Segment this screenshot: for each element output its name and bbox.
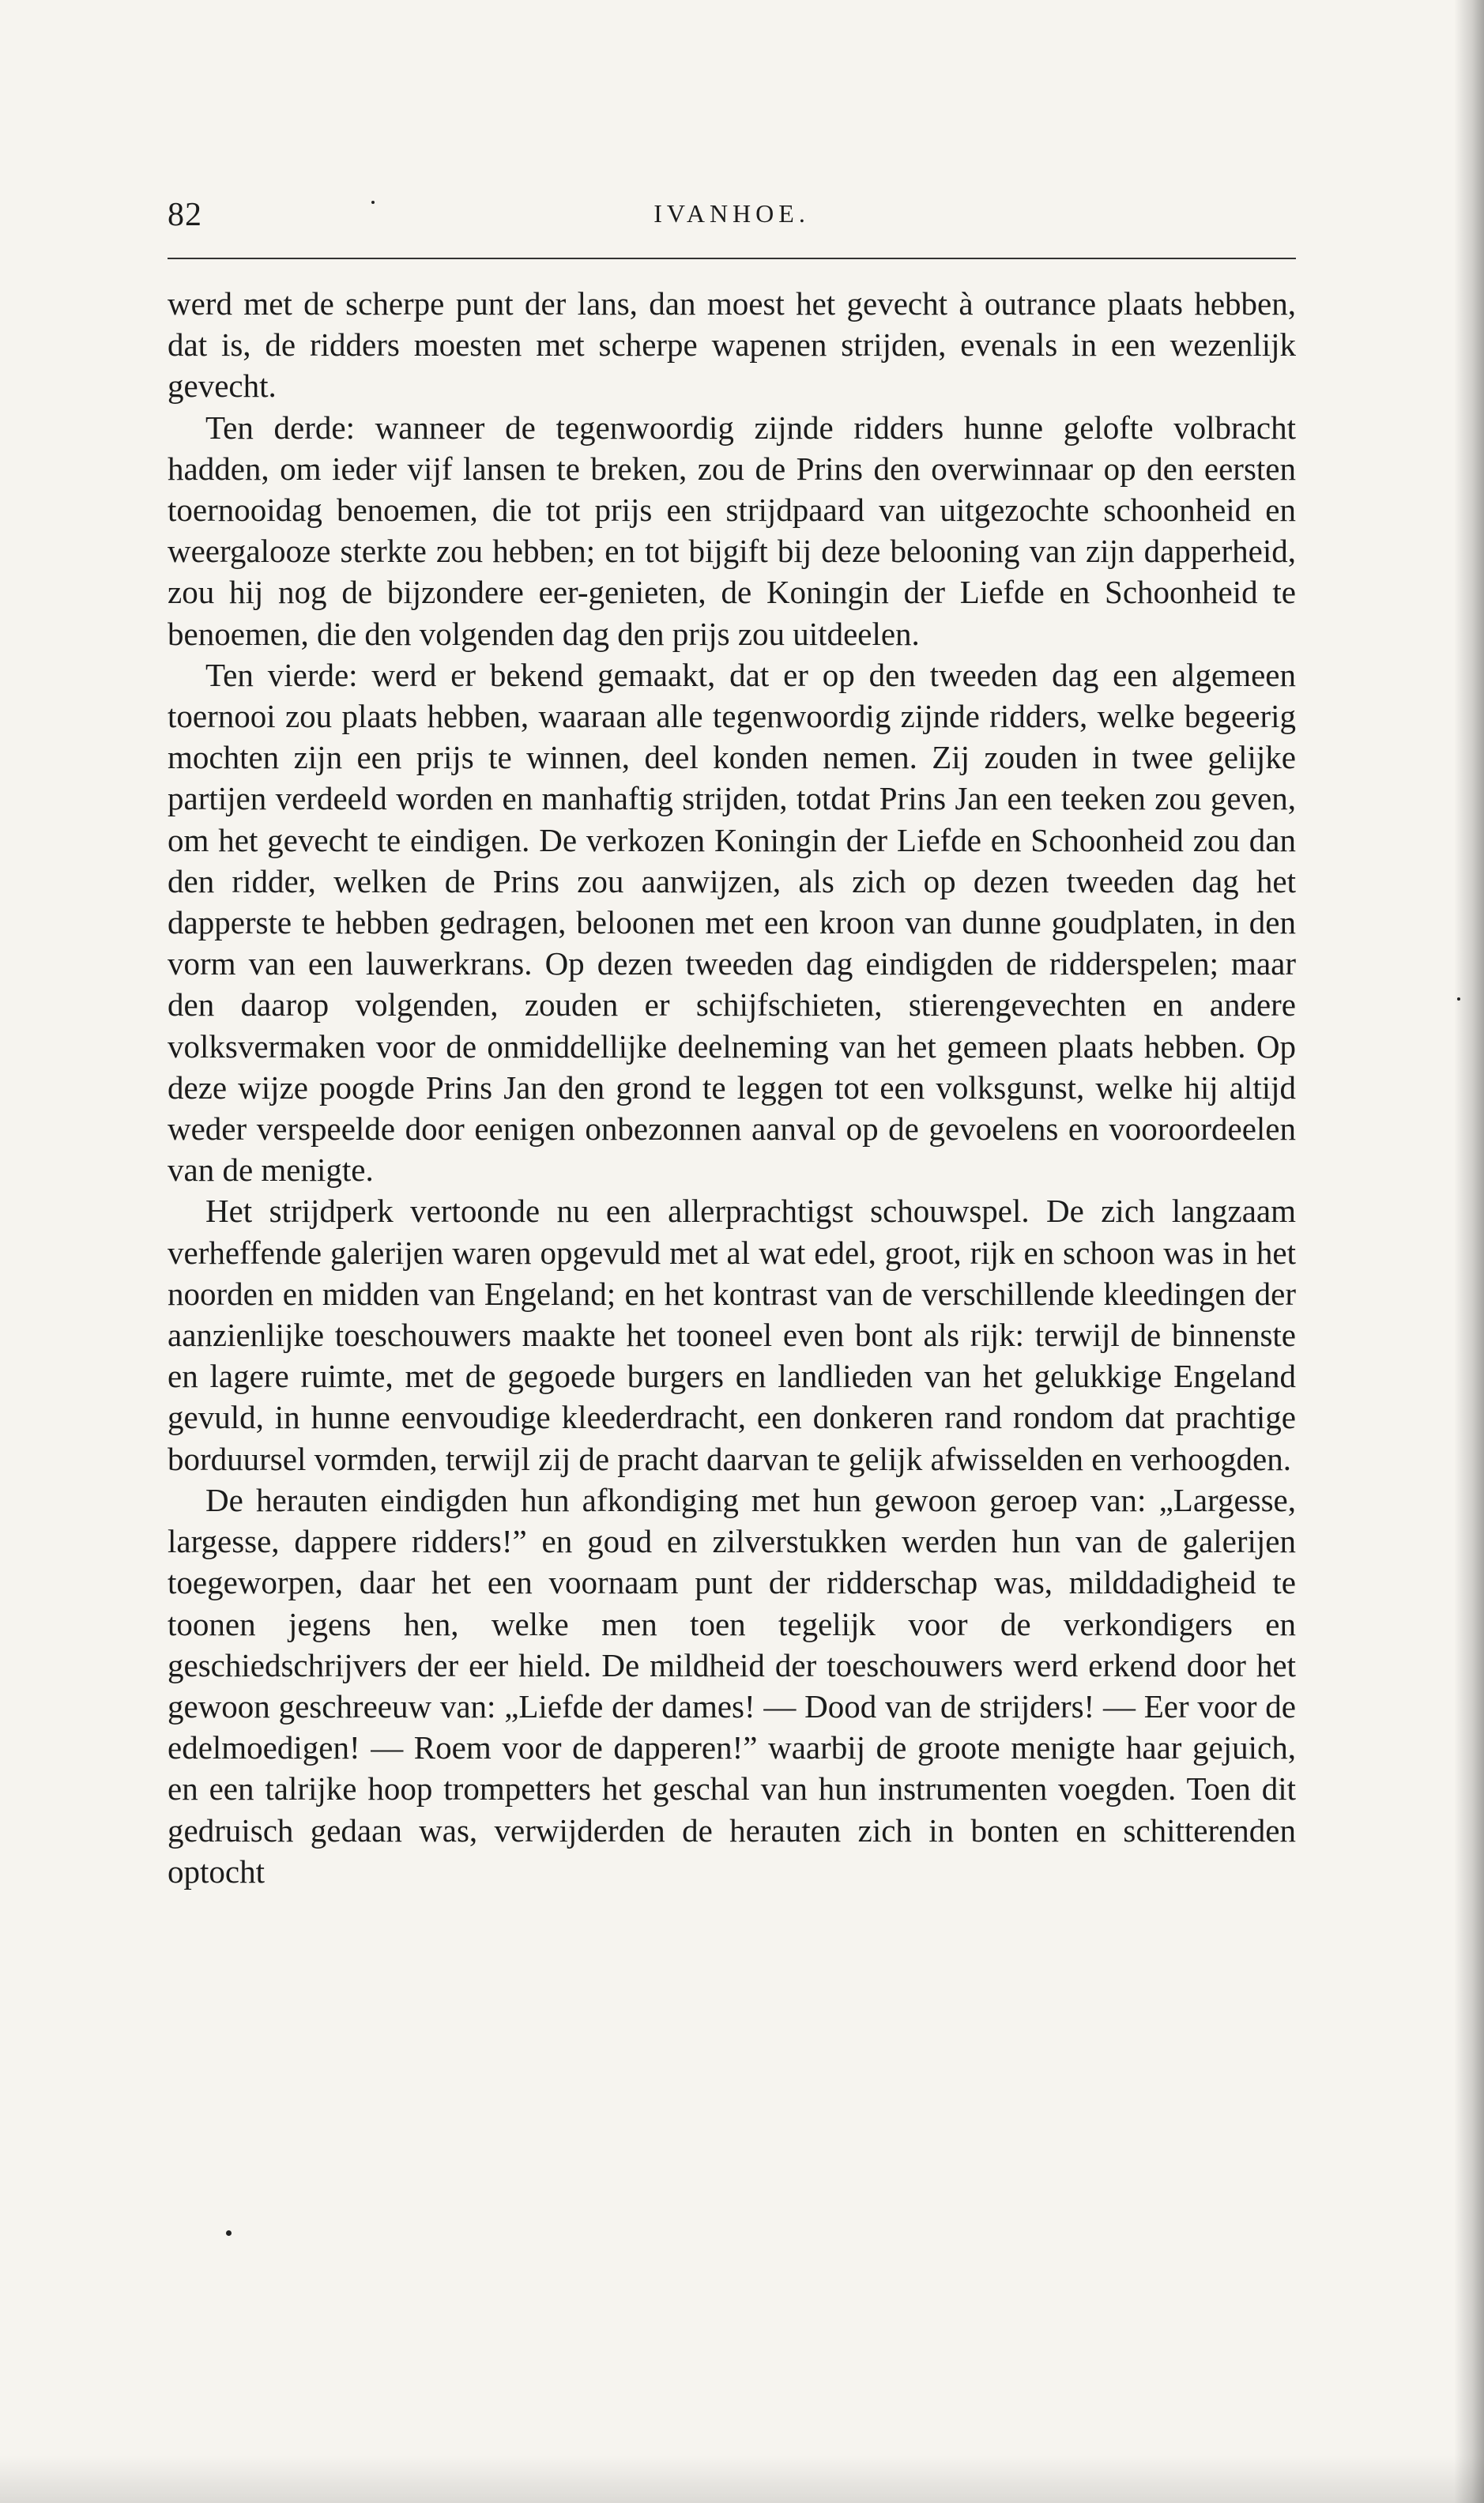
paragraph-1: werd met de scherpe punt der lans, dan moest het gevecht à outrance plaats hebben, dat is, de ridders moesten met scherpe wapenen strijden, evenals in een wezenlijk gevecht. [168, 285, 1296, 405]
running-title: IVANHOE. [653, 199, 810, 228]
paragraph-3: Ten vierde: werd er bekend gemaakt, dat er op den tweeden dag een algemeen toernooi zou plaats hebben, waaraan alle tegenwoordig zijnde ridders, welke begeerig mochten zijn een prijs te winnen, deel konden nemen. Zij zouden in twee gelijke partijen verdeeld worden en manhaftig strijden, totdat Prins Jan een teeken zou geven, om het gevecht te eindigen. De verkozen Koningin der Liefde en Schoonheid zou dan den ridder, welken de Prins zou aanwijzen, als zich op dezen tweeden dag het dapperste te hebben gedragen, beloonen met een kroon van dunne goudplaten, in den vorm van een lauwerkrans. Op dezen tweeden dag eindigden de ridderspelen; maar den daarop volgenden, zouden er schijfschieten, stierengevechten en andere volksvermaken voor de onmiddellijke deelneming van het gemeen plaats hebben. Op deze wijze poogde Prins Jan den grond te leggen tot een volksgunst, welke hij altijd weder verspeelde door eenigen onbezonnen aanval op de gevoelens en vooroordeelen van de menigte. [168, 656, 1296, 1189]
paragraph-5: De herauten eindigden hun afkondiging met hun gewoon geroep van: „Largesse, largesse, dappere ridders!” en goud en zilverstukken werden hun van de galerijen toegeworpen, daar het een voornaam punt der ridderschap was, milddadigheid te toonen jegens hen, welke men toen tegelijk voor de verkondigers en geschiedschrijvers der eer hield. De mildheid der toeschouwers werd erkend door het gewoon geschreeuw van: „Liefde der dames! — Dood van de strijders! — Eer voor de edelmoedigen! — Roem voor de dapperen!” waarbij de groote menigte haar gejuich, en een talrijke hoop trompetters het geschal van hun instrumenten voegden. Toen dit gedruisch gedaan was, verwijderden de herauten zich in bonten en schitterenden optocht [168, 1481, 1296, 1890]
stray-ink-dot [226, 2230, 232, 2236]
page-bottom-shadow [0, 2456, 1484, 2503]
page-edge-shadow [1454, 0, 1484, 2503]
paragraph-2: Ten derde: wanneer de tegenwoordig zijnde ridders hunne gelofte volbracht hadden, om ieder vijf lansen te breken, zou de Prins den overwinnaar op den eersten toernooidag benoemen, die tot prijs een strijdpaard van uitgezochte schoonheid en weergalooze sterkte zou hebben; en tot bijgift bij deze belooning van zijn dapperheid, zou hij nog de bijzondere eer-genieten, de Koningin der Liefde en Schoonheid te benoemen, die den volgenden dag den prijs zou uitdeelen. [168, 409, 1296, 652]
paragraph-4: Het strijdperk vertoonde nu een allerprachtigst schouwspel. De zich langzaam verheffende galerijen waren opgevuld met al wat edel, groot, rijk en schoon was in het noorden en midden van Engeland; en het kontrast van de verschillende kleedingen der aanzienlijke toeschouwers maakte het tooneel even bont als rijk: terwijl de binnenste en lagere ruimte, met de gegoede burgers en landlieden van het gelukkige Engeland gevuld, in hunne eenvoudige kleederdracht, een donkeren rand rondom dat prachtige borduursel vormden, terwijl zij de pracht daarvan te gelijk afwisselden en verhoogden. [168, 1193, 1296, 1477]
header-rule [168, 258, 1296, 259]
body-text [168, 283, 1296, 1892]
stray-ink-dot [371, 201, 375, 204]
page-number: 82 [168, 197, 202, 233]
page-header [168, 196, 1296, 243]
